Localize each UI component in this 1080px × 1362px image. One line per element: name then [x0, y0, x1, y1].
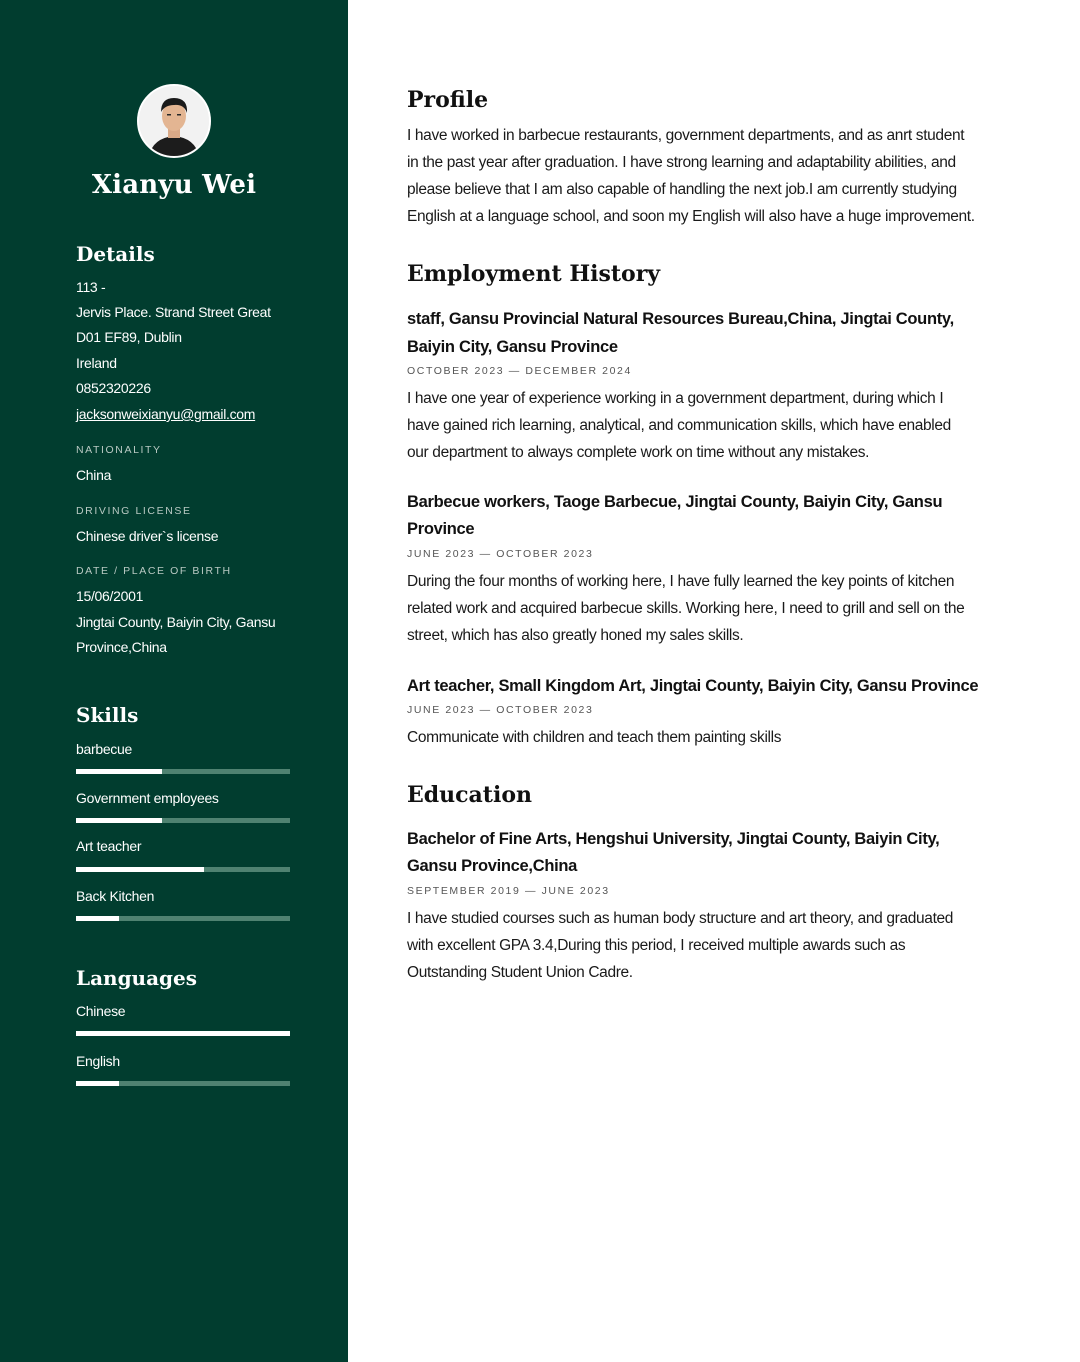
profile-line: English at a language school, and soon my English will also have a huge improvement.	[407, 208, 975, 225]
address-line: Jervis Place. Strand Street Great	[76, 304, 271, 320]
job-title-line: Baiyin City, Gansu Province	[407, 338, 618, 356]
skill-bar-fill	[76, 867, 204, 872]
nationality-label: NATIONALITY	[76, 444, 162, 456]
skill-label: Government employees	[76, 790, 219, 806]
skill-label: Back Kitchen	[76, 888, 155, 904]
sidebar	[0, 0, 348, 1362]
skill-bar-fill	[76, 769, 162, 774]
language-bar	[76, 1081, 290, 1086]
profile-heading: Profile	[407, 87, 489, 113]
education-dates: SEPTEMBER 2019 — JUNE 2023	[407, 885, 610, 897]
job-title-line: Barbecue workers, Taoge Barbecue, Jingtai County, Baiyin City, Gansu	[407, 493, 943, 511]
phone-number: 0852320226	[76, 380, 151, 396]
avatar	[137, 84, 211, 158]
job-dates: JUNE 2023 — OCTOBER 2023	[407, 548, 594, 560]
profile-line: in the past year after graduation. I have strong learning and adaptability abilities, and	[407, 154, 956, 171]
job-desc-line: I have one year of experience working in a government department, during which I	[407, 390, 944, 407]
birth-date: 15/06/2001	[76, 588, 144, 604]
languages-heading: Languages	[76, 966, 198, 990]
address-line: D01 EF89, Dublin	[76, 329, 182, 345]
language-label: Chinese	[76, 1003, 126, 1019]
skill-label: Art teacher	[76, 838, 142, 854]
skill-bar	[76, 867, 290, 872]
birth-place-line: Province,China	[76, 639, 167, 655]
job-desc-line: street, which has also greatly honed my sales skills.	[407, 627, 744, 644]
profile-photo-icon	[139, 86, 209, 156]
address-line: Ireland	[76, 355, 117, 371]
skill-label: barbecue	[76, 741, 132, 757]
job-desc-line: our department to always complete work on time without any mistakes.	[407, 444, 870, 461]
job-dates: OCTOBER 2023 — DECEMBER 2024	[407, 365, 632, 377]
job-title-line: staff, Gansu Provincial Natural Resources Bureau,China, Jingtai County,	[407, 310, 954, 328]
language-bar	[76, 1031, 290, 1036]
email-link[interactable]: jacksonweixianyu@gmail.com	[76, 406, 256, 422]
details-heading: Details	[76, 242, 155, 266]
license-value: Chinese driver`s license	[76, 528, 219, 544]
address-line: 113 -	[76, 279, 106, 295]
skill-bar-fill	[76, 818, 162, 823]
job-desc-line: have gained rich learning, analytical, and communication skills, which have enabled	[407, 417, 951, 434]
education-desc-line: I have studied courses such as human body structure and art theory, and graduated	[407, 910, 954, 927]
education-title-line: Gansu Province,China	[407, 857, 578, 875]
language-bar-fill	[76, 1081, 119, 1086]
job-title-line: Province	[407, 520, 475, 538]
skill-bar	[76, 818, 290, 823]
license-label: DRIVING LICENSE	[76, 505, 192, 517]
language-bar-fill	[76, 1031, 290, 1036]
job-title-line: Art teacher, Small Kingdom Art, Jingtai County, Baiyin City, Gansu Province	[407, 677, 979, 695]
education-heading: Education	[407, 782, 532, 808]
job-desc-line: During the four months of working here, I have fully learned the key points of kitchen	[407, 573, 955, 590]
job-dates: JUNE 2023 — OCTOBER 2023	[407, 704, 594, 716]
birth-label: DATE / PLACE OF BIRTH	[76, 565, 232, 577]
candidate-name: Xianyu Wei	[91, 170, 257, 200]
job-desc-line: Communicate with children and teach them painting skills	[407, 729, 782, 746]
profile-line: I have worked in barbecue restaurants, government departments, and as anrt student	[407, 127, 965, 144]
birth-place-line: Jingtai County, Baiyin City, Gansu	[76, 614, 276, 630]
language-label: English	[76, 1053, 120, 1069]
employment-heading: Employment History	[407, 261, 661, 287]
skill-bar	[76, 916, 290, 921]
skill-bar-fill	[76, 916, 119, 921]
profile-line: please believe that I am also capable of handling the next job.I am currently studying	[407, 181, 957, 198]
skills-heading: Skills	[76, 703, 139, 727]
education-title-line: Bachelor of Fine Arts, Hengshui University, Jingtai County, Baiyin City,	[407, 830, 940, 848]
skill-bar	[76, 769, 290, 774]
education-desc-line: Outstanding Student Union Cadre.	[407, 964, 633, 981]
job-desc-line: related work and acquired barbecue skills. Working here, I need to grill and sell on the	[407, 600, 965, 617]
nationality-value: China	[76, 467, 112, 483]
education-desc-line: with excellent GPA 3.4,During this period, I received multiple awards such as	[407, 937, 906, 954]
